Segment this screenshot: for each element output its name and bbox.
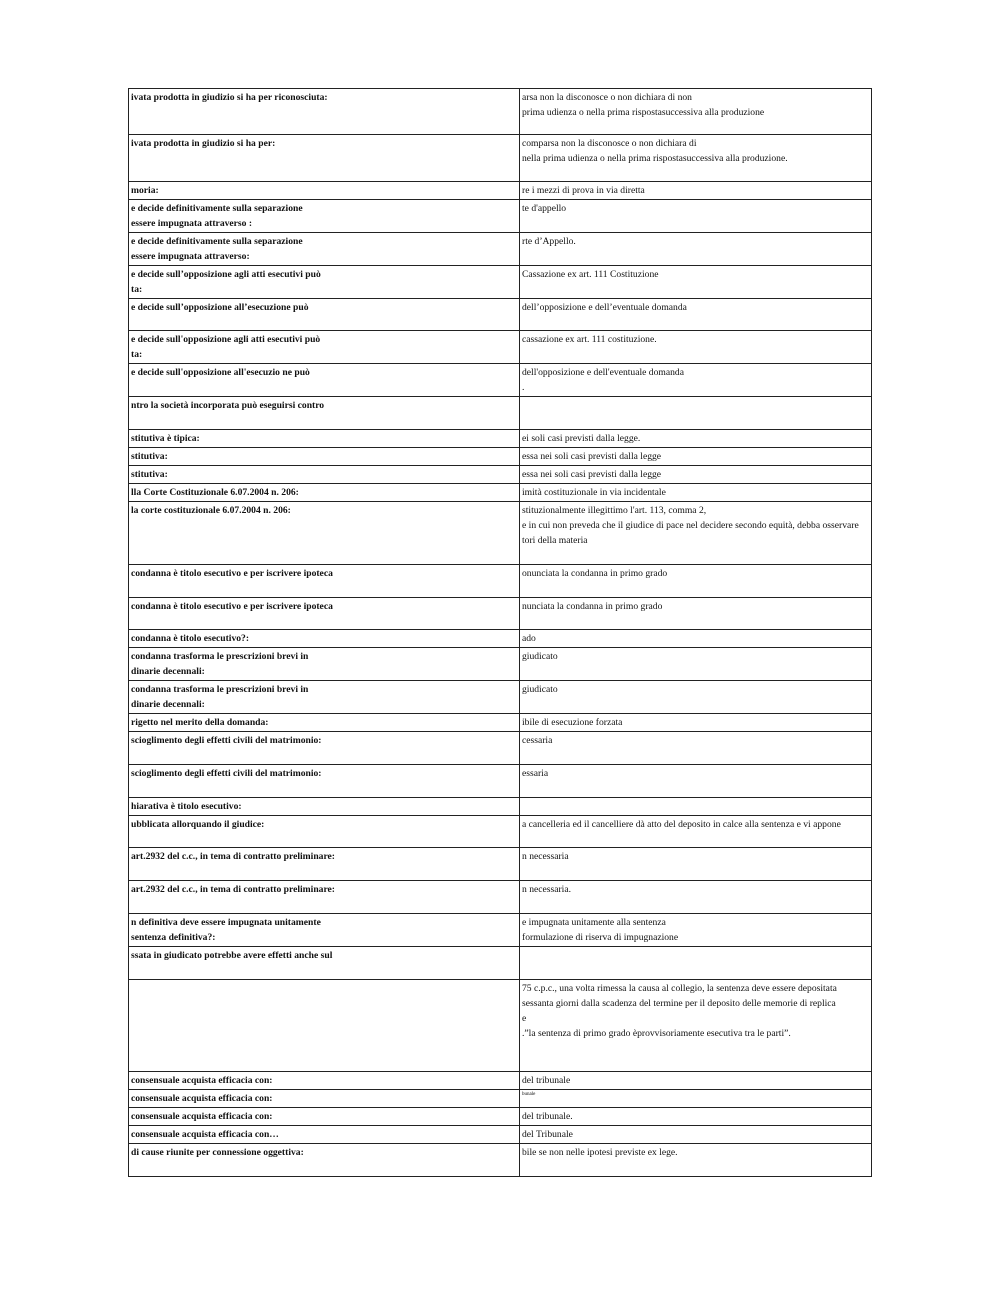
- question-cell: [129, 331, 520, 364]
- question-line: ta:: [131, 284, 143, 295]
- table-row: [129, 364, 872, 397]
- question-cell: [129, 565, 520, 598]
- answer-line: n necessaria.: [522, 884, 572, 895]
- answer-line: giudicato: [522, 651, 558, 662]
- answer-cell: [520, 397, 872, 430]
- question-cell: [129, 630, 520, 648]
- question-line: e decide definitivamente sulla separazione: [131, 236, 303, 247]
- table-row: [129, 881, 872, 914]
- answer-cell: [520, 881, 872, 914]
- answer-cell: [520, 765, 872, 798]
- question-line: moria:: [131, 185, 159, 196]
- answer-line: nella prima udienza o nella prima rispostasuccessiva alla produzione.: [522, 153, 788, 164]
- question-line: essere impugnata attraverso :: [131, 218, 253, 229]
- answer-cell: [520, 135, 872, 182]
- table-row: [129, 397, 872, 430]
- answer-cell: [520, 681, 872, 714]
- answer-line: onunciata la condanna in primo grado: [522, 568, 668, 579]
- answer-cell: [520, 848, 872, 881]
- question-line: la corte costituzionale 6.07.2004 n. 206:: [131, 505, 291, 516]
- table-row: [129, 1108, 872, 1126]
- question-cell: [129, 502, 520, 565]
- question-cell: [129, 732, 520, 765]
- table-row: [129, 947, 872, 980]
- table-row: [129, 598, 872, 630]
- answer-cell: [520, 502, 872, 565]
- table-row: [129, 1072, 872, 1090]
- question-cell: [129, 448, 520, 466]
- answer-cell: [520, 1072, 872, 1090]
- answer-cell: [520, 200, 872, 233]
- answer-line: stituzionalmente illegittimo l'art. 113, comma 2,: [522, 505, 707, 516]
- question-line: stitutiva:: [131, 469, 168, 480]
- question-line: e decide sull'opposizione all'esecuzio ne può: [131, 367, 310, 378]
- answer-line: del tribunale: [522, 1075, 571, 1086]
- answer-line: comparsa non la disconosce o non dichiara di: [522, 138, 697, 149]
- question-line: condanna trasforma le prescrizioni brevi in: [131, 651, 309, 662]
- answer-line: tori della materia: [522, 535, 588, 546]
- answer-line: Cassazione ex art. 111 Costituzione: [522, 269, 659, 280]
- question-cell: [129, 1072, 520, 1090]
- answer-line: essaria: [522, 768, 549, 779]
- answer-cell: [520, 182, 872, 200]
- answer-cell: [520, 598, 872, 630]
- answer-line: giudicato: [522, 684, 558, 695]
- answer-line: e: [522, 1013, 527, 1024]
- question-cell: [129, 798, 520, 816]
- question-line: ntro la società incorporata può eseguirsi contro: [131, 400, 325, 411]
- table-row: [129, 89, 872, 135]
- question-line: scioglimento degli effetti civili del matrimonio:: [131, 735, 322, 746]
- question-cell: [129, 598, 520, 630]
- question-cell: [129, 182, 520, 200]
- answer-cell: [520, 331, 872, 364]
- answer-cell: [520, 648, 872, 681]
- question-cell: [129, 1144, 520, 1177]
- answer-cell: [520, 1126, 872, 1144]
- table-row: [129, 135, 872, 182]
- answer-cell: [520, 466, 872, 484]
- question-line: ta:: [131, 349, 143, 360]
- answer-cell: [520, 266, 872, 299]
- question-cell: [129, 980, 520, 1072]
- answer-line: essa nei soli casi previsti dalla legge: [522, 469, 662, 480]
- answer-cell: [520, 732, 872, 765]
- question-line: condanna trasforma le prescrizioni brevi in: [131, 684, 309, 695]
- question-line: ubblicata allorquando il giudice:: [131, 819, 265, 830]
- table-row: [129, 448, 872, 466]
- question-line: dinarie decennali:: [131, 666, 205, 677]
- question-cell: [129, 233, 520, 266]
- question-line: ssata in giudicato potrebbe avere effetti anche sul: [131, 950, 333, 961]
- answer-line: dell'opposizione e dell'eventuale domanda: [522, 367, 684, 378]
- answer-cell: [520, 914, 872, 947]
- answer-cell: [520, 89, 872, 135]
- table-row: [129, 1144, 872, 1177]
- question-line: consensuale acquista efficacia con:: [131, 1111, 273, 1122]
- answer-line: essa nei soli casi previsti dalla legge: [522, 451, 662, 462]
- question-line: n definitiva deve essere impugnata unitamente: [131, 917, 321, 928]
- table-row: [129, 714, 872, 732]
- question-cell: [129, 1090, 520, 1108]
- answer-line: bunale: [522, 1092, 536, 1097]
- answer-line: cessaria: [522, 735, 553, 746]
- answer-line: .”la sentenza di primo grado èprovvisoriamente esecutiva tra le parti”.: [522, 1028, 791, 1039]
- table-row: [129, 200, 872, 233]
- quiz-table: [128, 88, 872, 1177]
- question-line: e decide definitivamente sulla separazione: [131, 203, 303, 214]
- table-row: [129, 648, 872, 681]
- question-cell: [129, 484, 520, 502]
- table-row: [129, 182, 872, 200]
- question-line: consensuale acquista efficacia con:: [131, 1093, 273, 1104]
- table-row: [129, 1126, 872, 1144]
- answer-cell: [520, 448, 872, 466]
- answer-line: te d'appello: [522, 203, 567, 214]
- answer-line: ado: [522, 633, 536, 644]
- question-line: rigetto nel merito della domanda:: [131, 717, 269, 728]
- question-cell: [129, 364, 520, 397]
- question-cell: [129, 1108, 520, 1126]
- answer-line: rte d’Appello.: [522, 236, 576, 247]
- answer-cell: [520, 233, 872, 266]
- question-line: essere impugnata attraverso:: [131, 251, 250, 262]
- question-line: consensuale acquista efficacia con…: [131, 1129, 279, 1140]
- question-line: hiarativa è titolo esecutivo:: [131, 801, 242, 812]
- question-cell: [129, 299, 520, 331]
- question-line: condanna è titolo esecutivo e per iscrivere ipoteca: [131, 568, 333, 579]
- question-line: condanna è titolo esecutivo?:: [131, 633, 250, 644]
- question-cell: [129, 266, 520, 299]
- answer-cell: [520, 714, 872, 732]
- table-row: [129, 466, 872, 484]
- question-cell: [129, 89, 520, 135]
- table-row: [129, 484, 872, 502]
- question-cell: [129, 816, 520, 848]
- answer-line: ei soli casi previsti dalla legge.: [522, 433, 641, 444]
- question-line: lla Corte Costituzionale 6.07.2004 n. 206:: [131, 487, 299, 498]
- answer-line: .: [522, 382, 525, 393]
- table-row: [129, 798, 872, 816]
- table-row: [129, 914, 872, 947]
- answer-line: e in cui non preveda che il giudice di pace nel decidere secondo equità, debba osservare: [522, 520, 859, 531]
- table-row: [129, 681, 872, 714]
- question-line: scioglimento degli effetti civili del matrimonio:: [131, 768, 322, 779]
- table-row: [129, 266, 872, 299]
- question-line: stitutiva:: [131, 451, 168, 462]
- answer-cell: [520, 1090, 872, 1108]
- question-line: di cause riunite per connessione oggettiva:: [131, 1147, 304, 1158]
- question-cell: [129, 1126, 520, 1144]
- table-row: [129, 565, 872, 598]
- answer-cell: [520, 565, 872, 598]
- answer-line: ibile di esecuzione forzata: [522, 717, 623, 728]
- answer-line: bile se non nelle ipotesi previste ex lege.: [522, 1147, 678, 1158]
- question-cell: [129, 397, 520, 430]
- question-line: stitutiva è tipica:: [131, 433, 200, 444]
- question-cell: [129, 848, 520, 881]
- table-row: [129, 299, 872, 331]
- answer-line: sessanta giorni dalla scadenza del termine per il deposito delle memorie di replica: [522, 998, 836, 1009]
- answer-line: cassazione ex art. 111 costituzione.: [522, 334, 657, 345]
- question-cell: [129, 648, 520, 681]
- answer-line: del Tribunale: [522, 1129, 573, 1140]
- question-line: art.2932 del c.c., in tema di contratto preliminare:: [131, 851, 336, 862]
- answer-cell: [520, 1144, 872, 1177]
- question-line: e decide sull’opposizione agli atti esecutivi può: [131, 269, 321, 280]
- answer-cell: [520, 1108, 872, 1126]
- answer-line: a cancelleria ed il cancelliere dà atto del deposito in calce alla sentenza e vi appone: [522, 819, 841, 830]
- table-row: [129, 765, 872, 798]
- answer-line: del tribunale.: [522, 1111, 573, 1122]
- answer-line: prima udienza o nella prima rispostasuccessiva alla produzione: [522, 107, 765, 118]
- answer-cell: [520, 980, 872, 1072]
- table-row: [129, 331, 872, 364]
- quiz-table-body: [129, 89, 872, 1177]
- question-line: condanna è titolo esecutivo e per iscrivere ipoteca: [131, 601, 333, 612]
- answer-line: formulazione di riserva di impugnazione: [522, 932, 679, 943]
- answer-line: imità costituzionale in via incidentale: [522, 487, 666, 498]
- table-row: [129, 233, 872, 266]
- table-row: [129, 502, 872, 565]
- question-line: sentenza definitiva?:: [131, 932, 216, 943]
- answer-cell: [520, 484, 872, 502]
- answer-cell: [520, 299, 872, 331]
- table-row: [129, 848, 872, 881]
- question-cell: [129, 765, 520, 798]
- question-cell: [129, 135, 520, 182]
- answer-cell: [520, 947, 872, 980]
- answer-line: 75 c.p.c., una volta rimessa la causa al collegio, la sentenza deve essere depositata: [522, 983, 837, 994]
- question-cell: [129, 466, 520, 484]
- question-line: ivata prodotta in giudizio si ha per:: [131, 138, 276, 149]
- question-line: dinarie decennali:: [131, 699, 205, 710]
- answer-line: nunciata la condanna in primo grado: [522, 601, 663, 612]
- answer-line: re i mezzi di prova in via diretta: [522, 185, 645, 196]
- question-line: ivata prodotta in giudizio si ha per riconosciuta:: [131, 92, 328, 103]
- question-cell: [129, 947, 520, 980]
- question-line: e decide sull'opposizione agli atti esecutivi può: [131, 334, 321, 345]
- answer-line: n necessaria: [522, 851, 569, 862]
- question-line: consensuale acquista efficacia con:: [131, 1075, 273, 1086]
- question-cell: [129, 881, 520, 914]
- table-row: [129, 980, 872, 1072]
- question-cell: [129, 681, 520, 714]
- question-cell: [129, 430, 520, 448]
- question-cell: [129, 714, 520, 732]
- table-row: [129, 630, 872, 648]
- table-row: [129, 1090, 872, 1108]
- answer-cell: [520, 798, 872, 816]
- answer-line: arsa non la disconosce o non dichiara di non: [522, 92, 692, 103]
- question-line: e decide sull’opposizione all’esecuzione può: [131, 302, 309, 313]
- table-row: [129, 732, 872, 765]
- answer-cell: [520, 364, 872, 397]
- question-cell: [129, 914, 520, 947]
- question-cell: [129, 200, 520, 233]
- question-line: art.2932 del c.c., in tema di contratto preliminare:: [131, 884, 336, 895]
- answer-cell: [520, 430, 872, 448]
- answer-cell: [520, 816, 872, 848]
- answer-line: e impugnata unitamente alla sentenza: [522, 917, 666, 928]
- answer-cell: [520, 630, 872, 648]
- table-row: [129, 816, 872, 848]
- answer-line: dell’opposizione e dell’eventuale domanda: [522, 302, 687, 313]
- table-row: [129, 430, 872, 448]
